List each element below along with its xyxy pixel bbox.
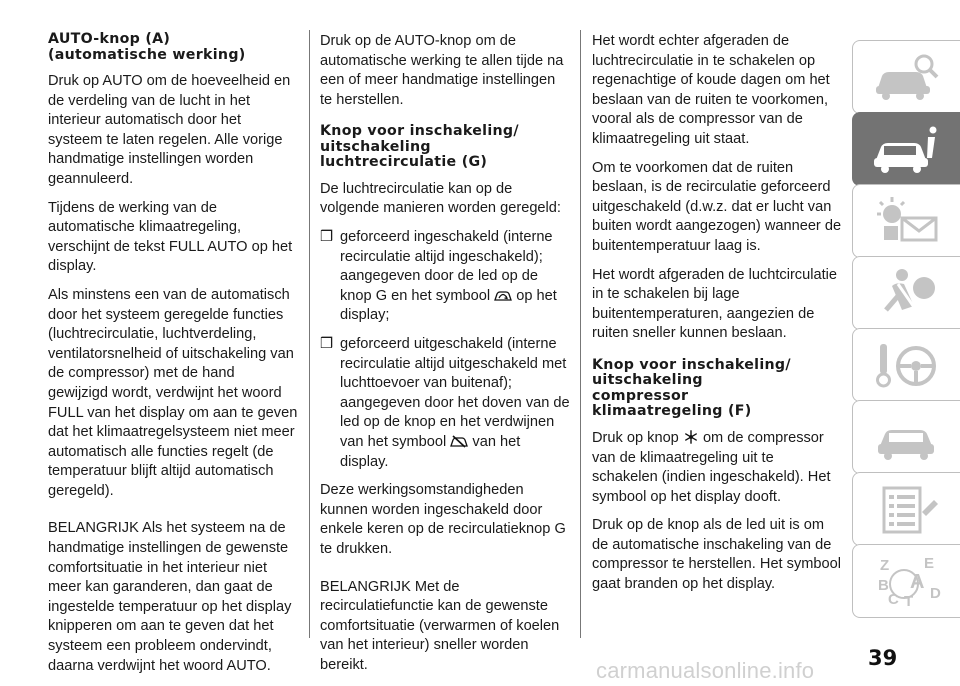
list-item-text: van het display. — [340, 434, 521, 470]
paragraph: Om te voorkomen dat de ruiten beslaan, is de recirculatie geforceerd uitgeschakeld (d.w.z. dat er lucht van buiten wordt aangezogen) wanneer de buitentemperatuur laag is. — [592, 159, 842, 254]
recirculation-button-heading: Knop voor inschakeling/ uitschakeling luchtrecirculatie (G) — [320, 123, 519, 171]
car-breakdown-icon — [872, 410, 942, 464]
checkbox-bullet-icon: ❒ — [320, 336, 334, 353]
index-letter: A — [909, 571, 924, 593]
tab-index[interactable] — [852, 544, 960, 618]
index-letter: T — [903, 593, 913, 608]
paragraph: Als minstens een van de automatisch door het systeem geregelde functies (luchtrecirculatie, luchtverdeling, ventilatorsnelheid of uitschakeling van de compressor) met de hand gewijzigd wordt, verdwijnt het woord FULL van het display om aan te geven dat het klimaatregelsysteem niet meer automatisch alle functies regelt (de temperatuur blijft altijd automatisch geregeld). — [48, 286, 298, 499]
key-steering-wheel-icon — [872, 338, 942, 392]
list-item-text: op het display; — [340, 287, 557, 324]
seatbelt-airbag-icon — [872, 266, 942, 320]
paragraph-text: om de compressor van de klimaatregeling uit te schakelen (indien ingeschakeld). Het symbool op het display dooft. — [592, 429, 831, 505]
service-checklist-icon — [872, 482, 942, 536]
note-paragraph: BELANGRIJK Met de recirculatiefunctie kan de gewenste comfortsituatie (verwarmen of koelen van het interieur) sneller worden bereikt. — [320, 578, 560, 673]
tab-knowing-the-car[interactable] — [852, 40, 960, 114]
paragraph: Deze werkingsomstandigheden kunnen worden ingeschakeld door enkele keren op de recirculatieknop G te drukken. — [320, 482, 566, 557]
index-letter: C — [887, 591, 899, 608]
auto-button-heading: AUTO-knop (A) (automatische werking) — [48, 31, 246, 63]
paragraph: Het wordt afgeraden de luchtcirculatie in te schakelen bij lage buitentemperaturen, aangezien de ruiten sneller kunnen beslaan. — [592, 266, 837, 342]
compressor-button-heading: Knop voor inschakeling/ uitschakeling compressor klimaatregeling (F) — [592, 356, 791, 420]
list-item-text: geforceerd ingeschakeld (interne recirculatie altijd ingeschakeld); aangegeven door de led op de knop G en het symbool — [340, 229, 553, 304]
car-info-icon — [872, 122, 942, 176]
paragraph — [592, 429, 842, 507]
tab-emergency[interactable] — [852, 328, 960, 402]
paragraph: Druk op de knop als de led uit is om de automatische inschakeling van de compressor te herstellen. Het symbool gaat branden op het display. — [592, 517, 842, 593]
column-divider — [309, 30, 310, 638]
alphabetical-index-icon — [872, 554, 942, 608]
tab-starting-driving[interactable] — [852, 256, 960, 330]
warning-lights-icon — [872, 194, 942, 248]
paragraph: Het wordt echter afgeraden de luchtrecirculatie in te schakelen op regenachtige of koude dagen om het beslaan van de ruiten te voorkomen, vooral als de compressor van de klimaatregeling uit staat. — [592, 33, 830, 147]
car-search-icon — [872, 50, 942, 104]
tab-servicing[interactable] — [852, 400, 960, 474]
column-1 — [48, 32, 298, 685]
paragraph: Druk op AUTO om de hoeveelheid en de verdeling van de lucht in het interieur automatisch door het systeem te laten regelen. Alle vorige handmatige instellingen worden geannuleerd. — [48, 73, 291, 187]
tab-technical-data[interactable] — [852, 472, 960, 546]
index-letter: B — [877, 577, 889, 594]
column-2 — [320, 32, 570, 685]
list-item — [320, 228, 570, 326]
page-number: 39 — [868, 646, 898, 670]
note-paragraph: BELANGRIJK Als het systeem na de handmatige instellingen de gewenste comfortsituatie in het interieur niet meer kan garanderen, dan gaat de ingestelde temperatuur op het display knipperen om aan te geven dat het systeem een probleem ondervindt, daarna verdwijnt het woord AUTO. — [48, 520, 292, 674]
column-divider — [580, 30, 581, 638]
index-letter: D — [929, 585, 941, 602]
list-item — [320, 335, 570, 472]
paragraph: De luchtrecirculatie kan op de volgende manieren worden geregeld: — [320, 180, 561, 217]
list-item-text: geforceerd uitgeschakeld (interne recirculatie altijd uitgeschakeld met luchttoevoer van buitenaf); aangegeven door het doven van de led op de knop en het verdwijnen van het symbool — [340, 336, 570, 450]
tab-dashboard[interactable] — [852, 112, 960, 186]
index-letter: E — [923, 555, 934, 572]
paragraph-text: Druk op knop — [592, 429, 679, 446]
tab-safety[interactable] — [852, 184, 960, 258]
column-3 — [592, 32, 842, 604]
recirculation-off-icon — [450, 434, 468, 448]
index-letter: Z — [879, 557, 889, 574]
checkbox-bullet-icon: ❒ — [320, 229, 334, 246]
watermark: carmanualsonline.info — [596, 658, 815, 683]
paragraph: Druk op de AUTO-knop om de automatische werking te allen tijde na een of meer handmatige instellingen te herstellen. — [320, 33, 564, 108]
snowflake-icon — [683, 430, 699, 444]
recirculation-on-icon — [494, 288, 512, 302]
paragraph: Tijdens de werking van de automatische klimaatregeling, verschijnt de tekst FULL AUTO op het display. — [48, 199, 293, 275]
